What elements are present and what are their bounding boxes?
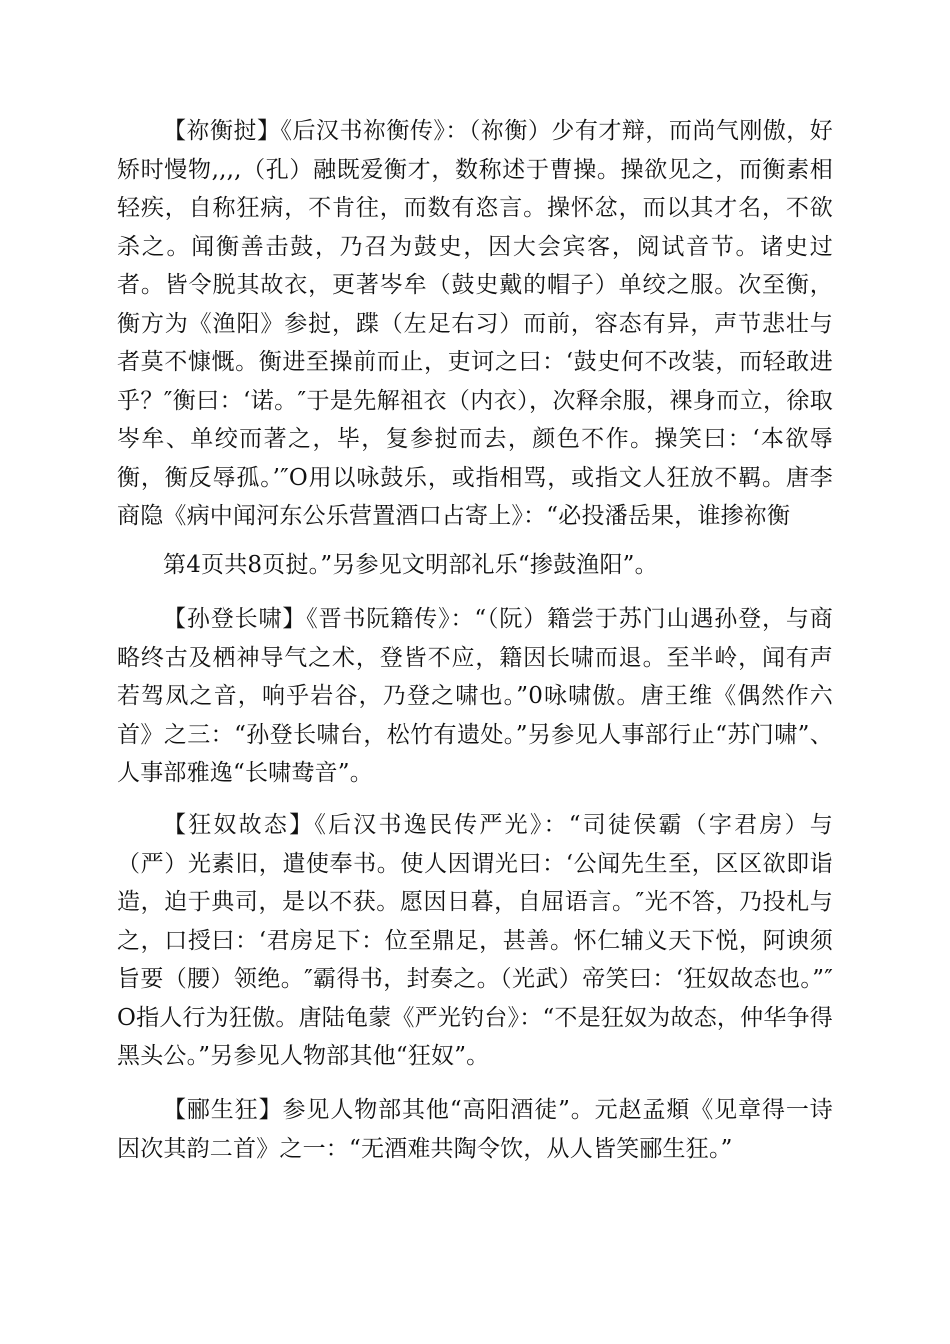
paragraph-sun-deng-whistle: 【孙登长啸】《晋书阮籍传》：“（阮）籍尝于苏门山遇孙登，与商略终古及栖神导气之术，登皆不应，籍因长啸而退。至半岭，闻有声若驾凤之音，响乎岩谷，乃登之啸也。”0咏啸傲。唐王维《偶然作六首》之三：“孙登长啸台，松竹有遗处。”另参见人事部行止“苏门啸”、人事部雅逸“长啸鸯音”。 [117, 606, 833, 786]
paragraph-kuang-nu-gu-tai: 【狂奴故态】《后汉书逸民传严光》：“司徒侯霸（字君房）与（严）光素旧，遣使奉书。使人因谓光曰：‘公闻先生至，区区欲即诣造，迫于典司，是以不获。愿因日暮，自屈语言。″光不答，乃投札与之，口授曰：‘君房足下：位至鼎足，甚善。怀仁辅义天下悦，阿谀须旨要（腰）领绝。″霸得书，封奏之。（光武）帝笑曰：‘狂奴故态也。”″O指人行为狂傲。唐陆龟蒙《严光钓台》：“不是狂奴为故态，仲华争得黑头公。”另参见人物部其他“狂奴”。 [117, 812, 833, 1069]
paragraph-li-sheng-kuang: 【郦生狂】参见人物部其他“高阳酒徒”。元赵孟頫《见章得一诗因次其韵二首》之一：“无酒难共陶令饮，从人皆笑郦生狂。” [117, 1097, 833, 1162]
paragraph-mi-heng-drum: 【祢衡挝】《后汉书祢衡传》：（祢衡）少有才辩，而尚气刚傲，好矫时慢物,,,,（孔）融既爱衡才，数称述于曹操。操欲见之，而衡素相轻疾，自称狂病，不肯往，而数有恣言。操怀忿，而以其才名，不欲杀之。闻衡善击鼓，乃召为鼓史，因大会宾客，阅试音节。诸史过者。皆令脱其故衣，更著岑牟（鼓史戴的帽子）单绞之服。次至衡，衡方为《渔阳》参挝，蹀（左足右习）而前，容态有异，声节悲壮与者莫不慷慨。衡进至操前而止，吏诃之曰：‘鼓史何不改装，而轻敢进乎？″衡曰：‘诺。″于是先解祖衣（内衣），次释余服，裸身而立，徐取岑牟、单绞而著之，毕，复参挝而去，颜色不作。操笑曰：‘本欲辱衡，衡反辱孤。’″O用以咏鼓乐，或指相骂，或指文人狂放不羁。唐李商隐《病中闻河东公乐营置酒口占寄上》：“必投潘岳果，谁掺祢衡 [117, 118, 833, 529]
paragraph-page-footer-continuation: 第4页共8页挝。”另参见文明部礼乐“掺鼓渔阳”。 [163, 552, 658, 578]
